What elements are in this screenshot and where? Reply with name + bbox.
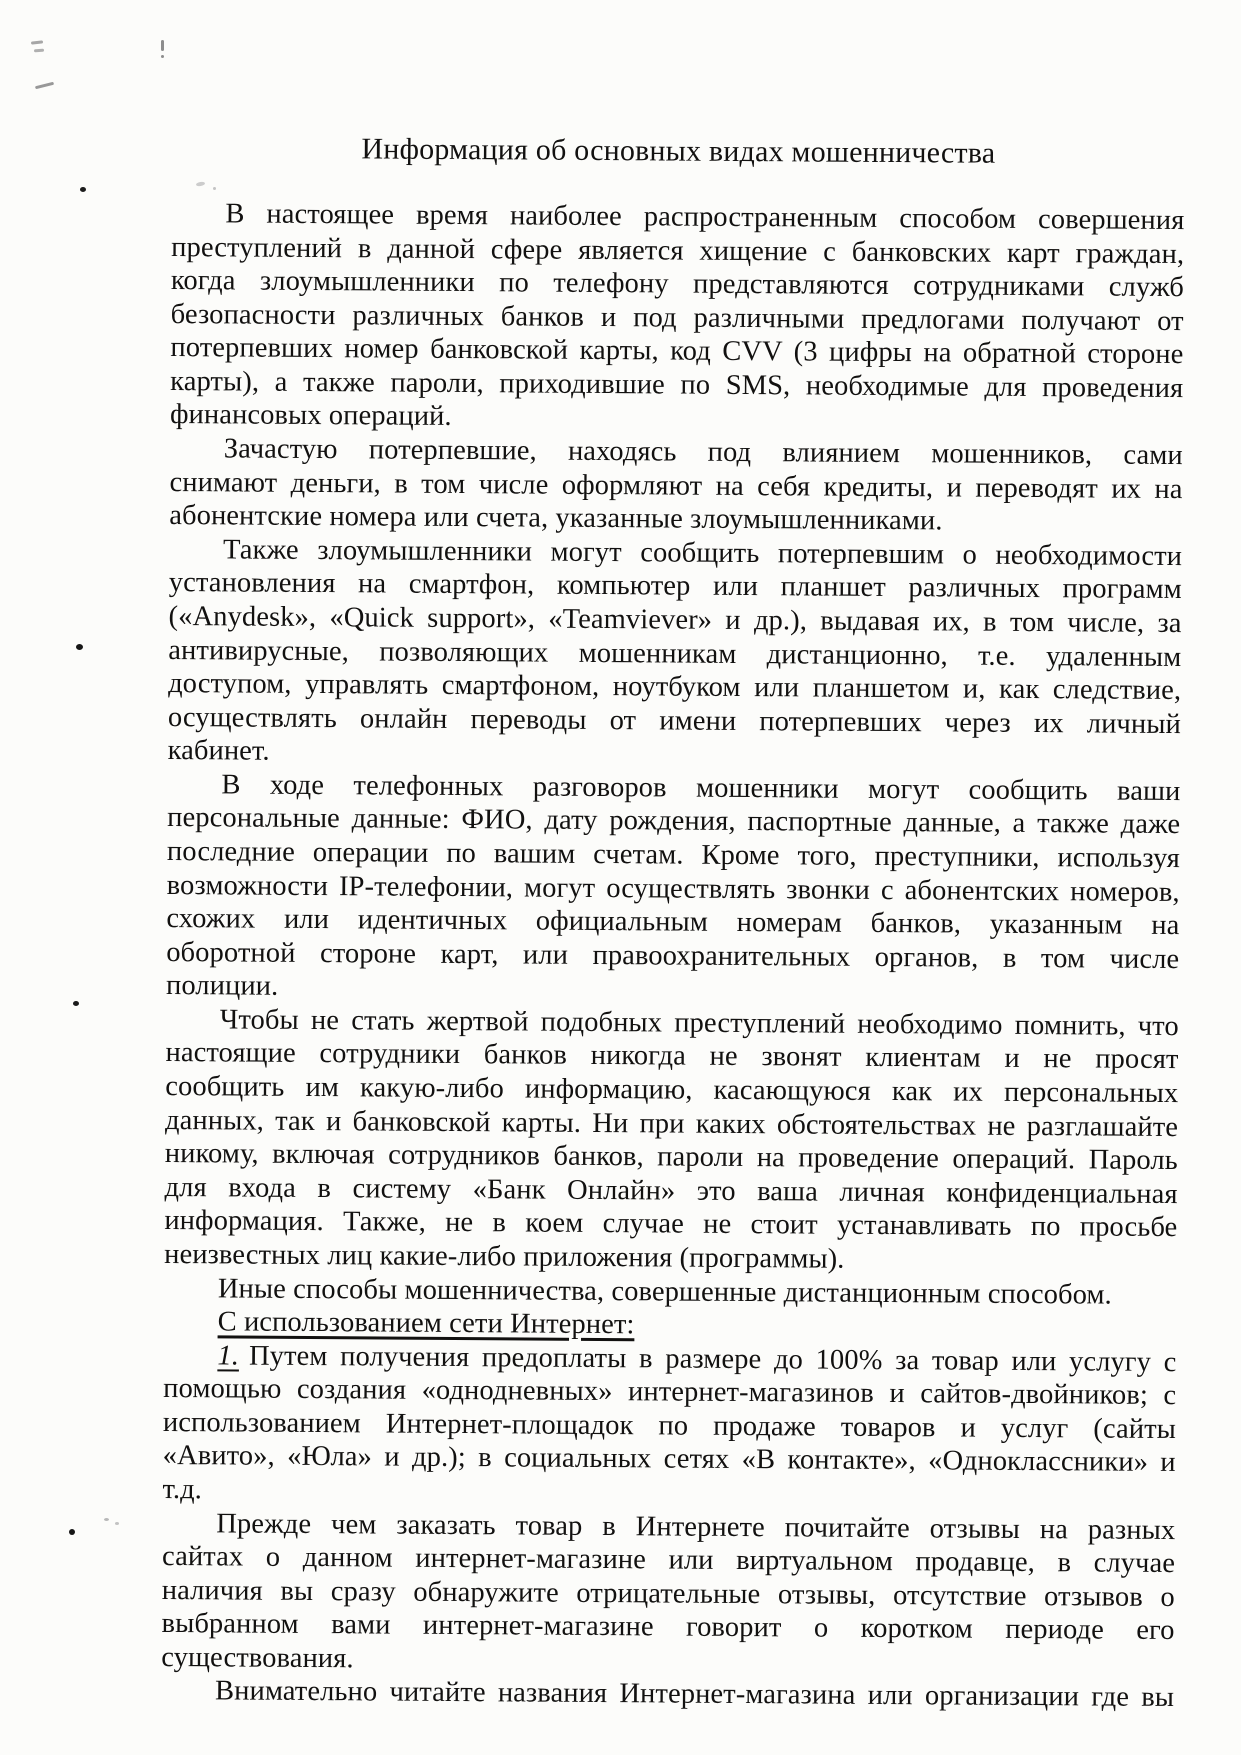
text-line: полиции. (165, 970, 279, 1003)
text-line: Прежде чем заказать товар в Интернете почитайте отзывы на разных (216, 1507, 1176, 1546)
text-line: Иные способы мошенничества, совершенные дистанционным способом. (217, 1272, 1112, 1311)
text-line: антивирусные, позволяющих мошенникам дистанционно, т.е. удаленным (168, 634, 1182, 673)
pencil-mark (31, 40, 43, 44)
text-line: Чтобы не стать жертвой подобных преступлений необходимо помнить, что (219, 1004, 1179, 1042)
paragraph-prepayment-scheme (162, 1339, 1176, 1514)
text-line: абонентские номера или счета, указанные злоумышленниками. (169, 500, 943, 537)
paragraph-phone-fraud (170, 197, 1185, 439)
text-line: возможности IP-телефонии, могут осуществлять звонки с абонентских номеров, (166, 869, 1180, 908)
document-text-block (161, 130, 1185, 1715)
text-line: карты), а также пароли, приходившие по SMS, необходимые для проведения (170, 365, 1184, 404)
pencil-mark (34, 49, 44, 52)
text-line: наличия вы сразу обнаружите отрицательные отзывы, отсутствие отзывов о (161, 1574, 1175, 1613)
text-line: потерпевших номер банковской карты, код CVV (3 цифры на обратной стороне (170, 332, 1184, 371)
paragraph-remote-access-apps (168, 533, 1183, 775)
ink-dot (73, 1001, 79, 1006)
paragraph-read-names (161, 1674, 1174, 1715)
text-line: безопасности различных банков и под различными предлогами получают от (170, 298, 1184, 337)
scan-speck (115, 1522, 119, 1525)
pencil-mark (161, 55, 164, 58)
text-line: финансовых операций. (169, 399, 452, 433)
document-title: Информация об основных видах мошенничества (361, 132, 996, 170)
text-line: доступом, управлять смартфоном, ноутбуком или планшетом и, как следствие, (168, 668, 1182, 707)
text-line: оборотной стороне карт, или правоохранительных органов, в том числе (166, 936, 1180, 975)
text-line: выбранном вами интернет-магазине говорит о коротком периоде его (161, 1608, 1175, 1647)
text-line: последние операции по вашим счетам. Кроме того, преступники, используя (166, 835, 1181, 875)
text-line: персональные данные: ФИО, дату рождения, паспортные данные, а также даже (167, 802, 1181, 841)
text-line: Зачастую потерпевшие, находясь под влиянием мошенников, сами (223, 433, 1183, 472)
text-line: («Anydesk», «Quick support», «Teamviever» и др.), выдавая их, в том числе, за (168, 600, 1182, 639)
text-line: данных, так и банковской карты. Ни при каких обстоятельствах не разглашайте (164, 1104, 1179, 1143)
text-line: снимают деньги, в том числе оформляют на себя кредиты, и переводят их на (169, 466, 1183, 505)
text-line: использованием Интернет-площадок по продаже товаров и услуг (сайты (162, 1406, 1177, 1445)
paragraph-read-reviews (161, 1507, 1175, 1682)
pencil-mark (35, 82, 54, 90)
pencil-mark (161, 40, 164, 51)
paragraph-victims-transfer (169, 432, 1183, 540)
text-line: Внимательно читайте названия Интернет-магазина или организации где вы (214, 1675, 1175, 1714)
text-line: существования. (161, 1641, 354, 1675)
text-line: т.д. (162, 1473, 203, 1506)
text-line: помощью создания «однодневных» интернет-магазинов и сайтов-двойников; с (163, 1373, 1177, 1412)
ink-dot (80, 187, 86, 192)
list-item-marker: 1. (217, 1340, 240, 1372)
text-line: В ходе телефонных разговоров мошенники могут сообщить ваши (221, 769, 1181, 807)
text-line: Также злоумышленники могут сообщить потерпевшим о необходимости (222, 534, 1183, 572)
text-line: осуществлять онлайн переводы от имени потерпевших через их личный (167, 701, 1181, 740)
text-line: преступлений в данной сфере является хищение с банковских карт граждан, (171, 231, 1185, 270)
ink-dot (76, 644, 83, 650)
paragraph-safety-advice (164, 1003, 1179, 1279)
paragraph-personal-data-spoofing (166, 768, 1181, 1010)
text-line: сайтах о данном интернет-магазине или виртуальном продавце, в случае (161, 1541, 1176, 1580)
text-line: кабинет. (167, 735, 270, 767)
text-line: сообщить им какую-либо информацию, касающуюся как их персональных (165, 1071, 1179, 1110)
text-line: никому, включая сотрудников банков, пароли на проведение операций. Пароль (164, 1138, 1178, 1177)
ink-dot (69, 1529, 75, 1535)
text-line: для входа в систему «Банк Онлайн» это ваша личная конфиденциальная (164, 1171, 1178, 1210)
list-item-text: Путем получения предоплаты в размере до 100% за товар или услугу с (248, 1340, 1177, 1378)
text-line: неизвестных лиц какие-либо приложения (программы). (164, 1238, 845, 1275)
text-line: когда злоумышленники по телефону представляются сотрудниками служб (170, 265, 1185, 304)
text-line: «Авито», «Юла» и др.); в социальных сетях «В контакте», «Одноклассники» и (162, 1440, 1176, 1479)
text-line: установления на смартфон, компьютер или планшет различных программ (168, 567, 1182, 606)
text-line: информация. Также, не в коем случае не стоит устанавливать по просьбе (164, 1205, 1178, 1244)
text-line: В настоящее время наиболее распространенным способом совершения (225, 198, 1185, 237)
scan-speck (104, 1518, 109, 1521)
text-line: схожих или идентичных официальным номерам банков, указанным на (166, 903, 1180, 942)
section-heading-underlined-text: С использованием сети Интернет: (217, 1306, 635, 1341)
text-line: настоящие сотрудники банков никогда не звонят клиентам и не просят (165, 1037, 1179, 1076)
document-body (161, 197, 1185, 1715)
